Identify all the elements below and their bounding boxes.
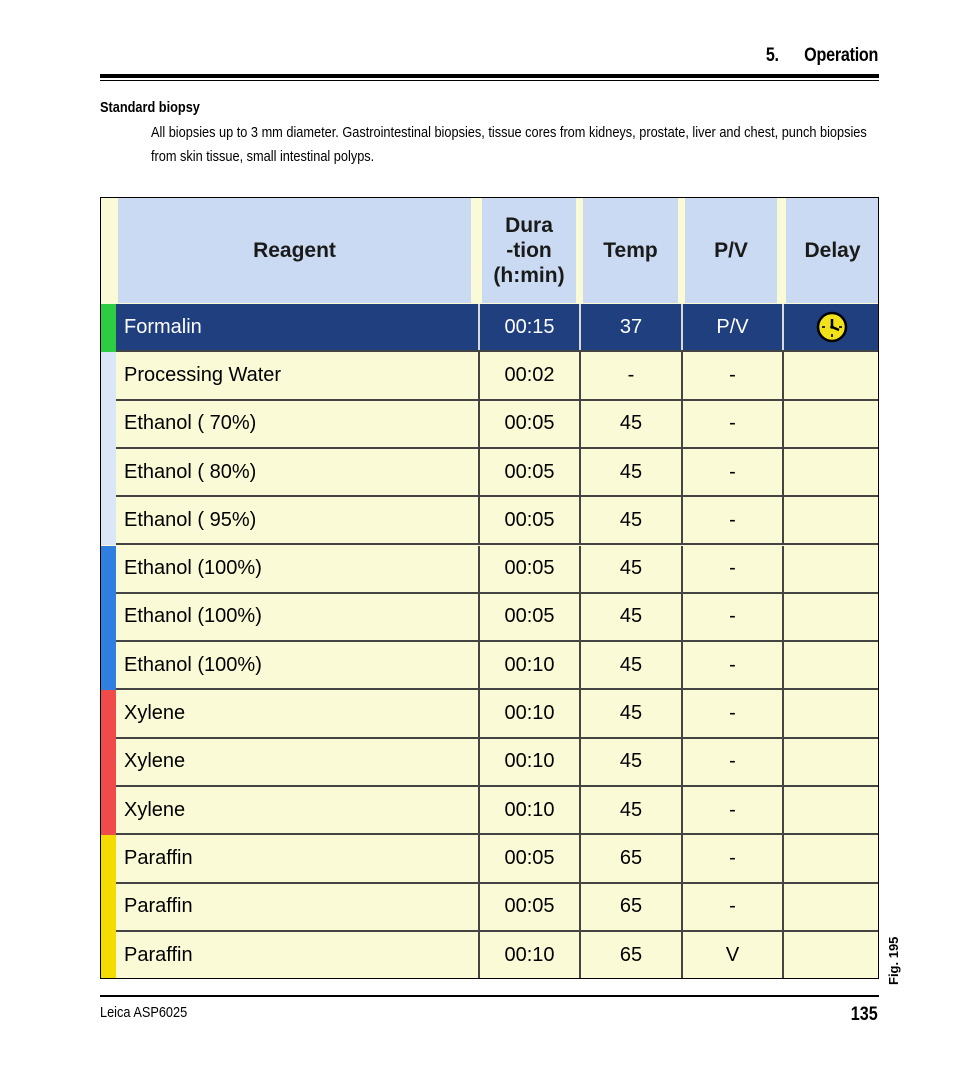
delay-cell (784, 594, 879, 640)
column-header-reagent: Reagent (253, 239, 336, 262)
footer-product: Leica ASP6025 (100, 1004, 188, 1021)
reagent-cell: Xylene (116, 690, 480, 736)
header-gutter (101, 198, 116, 303)
delay-cell (784, 352, 879, 398)
reagent-group-stripe (101, 304, 116, 352)
table-row[interactable] (116, 546, 879, 594)
pv-cell: - (683, 546, 784, 592)
duration-cell: 00:05 (480, 884, 581, 930)
reagent-group-stripe (101, 352, 116, 400)
temp-cell: 65 (581, 884, 683, 930)
pv-cell: V (683, 932, 784, 978)
temp-cell: - (581, 352, 683, 398)
pv-cell: - (683, 401, 784, 447)
table-row[interactable] (116, 594, 879, 642)
reagent-group-stripe (101, 401, 116, 449)
table-row[interactable] (116, 304, 879, 352)
table-row[interactable] (116, 449, 879, 497)
reagent-cell: Ethanol ( 95%) (116, 497, 480, 543)
reagent-group-stripe (101, 932, 116, 979)
temp-cell: 45 (581, 739, 683, 785)
duration-cell: 00:05 (480, 546, 581, 592)
temp-cell: 45 (581, 594, 683, 640)
column-header-duration (482, 198, 576, 303)
temp-cell: 45 (581, 690, 683, 736)
reagent-cell: Ethanol (100%) (116, 594, 480, 640)
page-number: 135 (851, 1004, 878, 1025)
column-header-temp: Temp (603, 239, 658, 262)
delay-cell (784, 497, 879, 543)
chapter-title: Operation (804, 45, 878, 66)
delay-cell (784, 546, 879, 592)
temp-cell: 65 (581, 835, 683, 881)
pv-cell: - (683, 352, 784, 398)
program-table (100, 197, 879, 979)
duration-header-line1: Dura (505, 214, 553, 237)
reagent-group-stripe (101, 835, 116, 883)
table-row[interactable] (116, 642, 879, 690)
duration-cell: 00:05 (480, 835, 581, 881)
delay-cell (784, 884, 879, 930)
pv-cell: - (683, 449, 784, 495)
page-header (766, 45, 878, 67)
pv-cell: - (683, 497, 784, 543)
duration-cell: 00:15 (480, 304, 581, 350)
duration-header-line2: -tion (506, 239, 552, 262)
reagent-group-stripe (101, 594, 116, 642)
reagent-group-stripe (101, 884, 116, 932)
reagent-group-stripe (101, 787, 116, 835)
delay-cell (784, 642, 879, 688)
duration-header-line3: (h:min) (493, 264, 565, 287)
reagent-cell: Ethanol (100%) (116, 546, 480, 592)
duration-cell: 00:05 (480, 497, 581, 543)
chapter-number: 5. (765, 45, 779, 66)
header-rule-thin (100, 80, 879, 81)
temp-cell: 65 (581, 932, 683, 978)
reagent-group-stripe (101, 739, 116, 787)
reagent-cell: Processing Water (116, 352, 480, 398)
reagent-group-stripe (101, 497, 116, 545)
duration-cell: 00:05 (480, 594, 581, 640)
temp-cell: 45 (581, 642, 683, 688)
clock-icon (815, 310, 849, 344)
temp-cell: 45 (581, 497, 683, 543)
pv-cell: - (683, 835, 784, 881)
pv-cell: - (683, 690, 784, 736)
delay-cell (784, 932, 879, 978)
table-row[interactable] (116, 401, 879, 449)
table-row[interactable] (116, 787, 879, 835)
duration-cell: 00:05 (480, 449, 581, 495)
delay-cell (784, 401, 879, 447)
duration-cell: 00:10 (480, 642, 581, 688)
table-row[interactable] (116, 932, 879, 979)
temp-cell: 37 (581, 304, 683, 350)
duration-cell: 00:10 (480, 932, 581, 978)
reagent-cell: Ethanol ( 80%) (116, 449, 480, 495)
table-row[interactable] (116, 690, 879, 738)
pv-cell: - (683, 594, 784, 640)
temp-cell: 45 (581, 787, 683, 833)
footer-rule (100, 995, 879, 997)
reagent-cell: Xylene (116, 739, 480, 785)
delay-cell (784, 690, 879, 736)
reagent-group-stripe (101, 642, 116, 690)
reagent-cell: Ethanol (100%) (116, 642, 480, 688)
pv-cell: P/V (683, 304, 784, 350)
duration-cell: 00:02 (480, 352, 581, 398)
reagent-cell: Paraffin (116, 884, 480, 930)
delay-cell (784, 787, 879, 833)
table-row[interactable] (116, 835, 879, 883)
reagent-group-stripe (101, 449, 116, 497)
figure-label: Fig. 195 (886, 936, 901, 985)
pv-cell: - (683, 884, 784, 930)
temp-cell: 45 (581, 401, 683, 447)
section-heading: Standard biopsy (100, 99, 200, 116)
delay-cell (784, 835, 879, 881)
table-row[interactable] (116, 352, 879, 400)
reagent-cell: Paraffin (116, 835, 480, 881)
reagent-group-stripe (101, 690, 116, 738)
header-rule (100, 74, 879, 78)
table-row[interactable] (116, 739, 879, 787)
temp-cell: 45 (581, 546, 683, 592)
table-row[interactable] (116, 497, 879, 545)
column-header-delay: Delay (804, 239, 861, 262)
table-row[interactable] (116, 884, 879, 932)
section-body: All biopsies up to 3 mm diameter. Gastrointestinal biopsies, tissue cores from kidneys, prostate, liver and chest, punch biopsies from skin tissue, small intestinal polyps. (151, 124, 867, 165)
delay-cell (784, 739, 879, 785)
delay-cell (784, 449, 879, 495)
duration-cell: 00:10 (480, 739, 581, 785)
reagent-cell: Xylene (116, 787, 480, 833)
reagent-cell: Formalin (116, 304, 480, 350)
delay-cell (784, 304, 879, 350)
reagent-cell: Paraffin (116, 932, 480, 978)
duration-cell: 00:10 (480, 787, 581, 833)
duration-cell: 00:10 (480, 690, 581, 736)
duration-cell: 00:05 (480, 401, 581, 447)
pv-cell: - (683, 739, 784, 785)
reagent-cell: Ethanol ( 70%) (116, 401, 480, 447)
column-header-pv: P/V (714, 239, 748, 262)
temp-cell: 45 (581, 449, 683, 495)
reagent-group-stripe (101, 546, 116, 594)
pv-cell: - (683, 642, 784, 688)
pv-cell: - (683, 787, 784, 833)
